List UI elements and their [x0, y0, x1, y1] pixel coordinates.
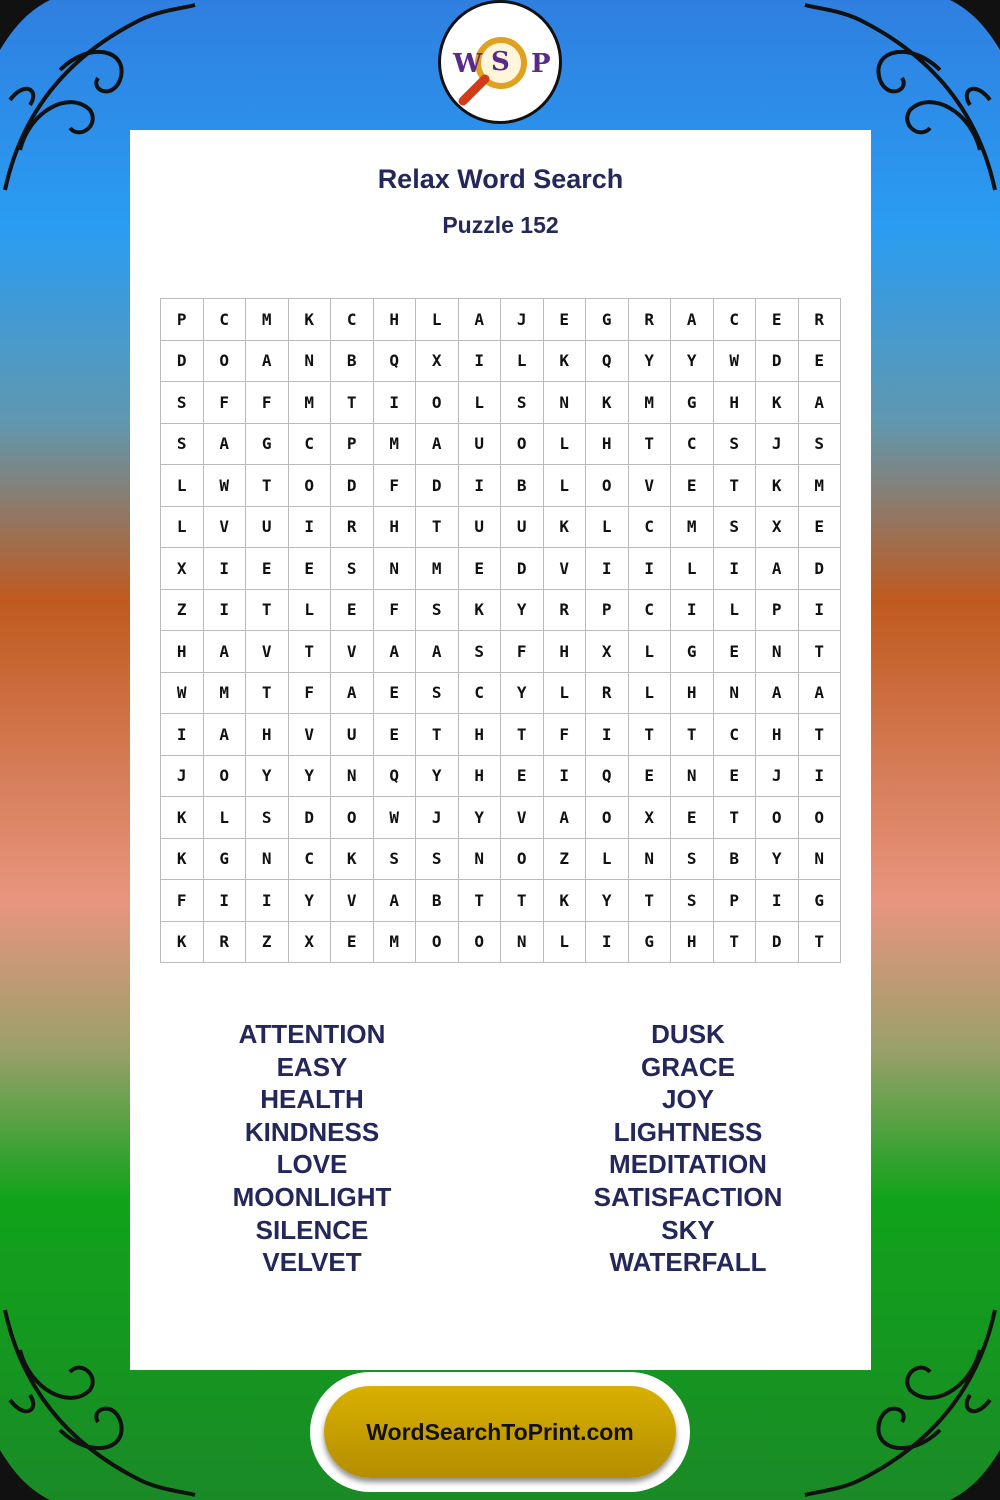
- grid-cell[interactable]: Z: [161, 590, 204, 632]
- grid-cell[interactable]: T: [459, 880, 502, 922]
- word-list-item: DUSK: [651, 1019, 725, 1049]
- grid-cell[interactable]: N: [544, 382, 587, 424]
- word-list-right: [538, 1018, 838, 1279]
- grid-cell[interactable]: U: [246, 507, 289, 549]
- grid-cell[interactable]: H: [374, 507, 417, 549]
- grid-cell[interactable]: A: [416, 424, 459, 466]
- grid-cell[interactable]: L: [714, 590, 757, 632]
- word-list-item: MOONLIGHT: [232, 1181, 392, 1212]
- grid-cell[interactable]: B: [416, 880, 459, 922]
- grid-cell[interactable]: S: [714, 424, 757, 466]
- grid-cell[interactable]: Y: [289, 756, 332, 798]
- grid-cell[interactable]: S: [161, 382, 204, 424]
- grid-cell[interactable]: L: [161, 507, 204, 549]
- grid-cell[interactable]: H: [374, 299, 417, 341]
- grid-cell[interactable]: V: [629, 465, 672, 507]
- grid-cell[interactable]: I: [161, 714, 204, 756]
- grid-cell[interactable]: N: [331, 756, 374, 798]
- grid-cell[interactable]: T: [501, 880, 544, 922]
- grid-cell[interactable]: H: [246, 714, 289, 756]
- grid-cell[interactable]: P: [586, 590, 629, 632]
- grid-cell[interactable]: X: [756, 507, 799, 549]
- grid-cell[interactable]: D: [756, 341, 799, 383]
- grid-cell[interactable]: C: [714, 299, 757, 341]
- grid-cell[interactable]: Y: [629, 341, 672, 383]
- grid-cell[interactable]: L: [629, 631, 672, 673]
- grid-cell[interactable]: R: [629, 299, 672, 341]
- grid-cell[interactable]: Q: [586, 756, 629, 798]
- grid-cell[interactable]: W: [161, 673, 204, 715]
- grid-cell[interactable]: H: [671, 673, 714, 715]
- grid-cell[interactable]: K: [544, 341, 587, 383]
- grid-cell[interactable]: C: [289, 839, 332, 881]
- grid-cell[interactable]: X: [586, 631, 629, 673]
- grid-cell[interactable]: Z: [246, 922, 289, 964]
- grid-cell[interactable]: U: [331, 714, 374, 756]
- grid-cell[interactable]: S: [671, 839, 714, 881]
- grid-cell[interactable]: U: [459, 424, 502, 466]
- grid-cell[interactable]: F: [374, 590, 417, 632]
- grid-cell[interactable]: T: [714, 465, 757, 507]
- grid-cell[interactable]: A: [799, 673, 842, 715]
- word-list-left: [162, 1018, 462, 1279]
- grid-cell[interactable]: C: [629, 590, 672, 632]
- grid-cell[interactable]: A: [246, 341, 289, 383]
- grid-cell[interactable]: L: [501, 341, 544, 383]
- grid-cell[interactable]: A: [756, 548, 799, 590]
- grid-cell[interactable]: Y: [416, 756, 459, 798]
- grid-cell[interactable]: F: [374, 465, 417, 507]
- grid-cell[interactable]: I: [714, 548, 757, 590]
- grid-cell[interactable]: D: [331, 465, 374, 507]
- grid-cell[interactable]: R: [204, 922, 247, 964]
- grid-cell[interactable]: R: [586, 673, 629, 715]
- grid-cell[interactable]: K: [544, 880, 587, 922]
- grid-cell[interactable]: L: [671, 548, 714, 590]
- grid-cell[interactable]: M: [289, 382, 332, 424]
- word-list-item: LIGHTNESS: [613, 1116, 763, 1147]
- grid-cell[interactable]: O: [204, 756, 247, 798]
- grid-cell[interactable]: A: [799, 382, 842, 424]
- grid-cell[interactable]: T: [799, 714, 842, 756]
- grid-cell[interactable]: S: [416, 839, 459, 881]
- grid-cell[interactable]: S: [416, 673, 459, 715]
- grid-cell[interactable]: O: [799, 797, 842, 839]
- grid-cell[interactable]: V: [289, 714, 332, 756]
- grid-cell[interactable]: I: [586, 922, 629, 964]
- letter-grid: [160, 298, 841, 963]
- grid-cell[interactable]: T: [246, 590, 289, 632]
- grid-cell[interactable]: L: [544, 922, 587, 964]
- grid-cell[interactable]: I: [204, 590, 247, 632]
- grid-cell[interactable]: O: [586, 465, 629, 507]
- grid-cell[interactable]: M: [204, 673, 247, 715]
- grid-cell[interactable]: H: [671, 922, 714, 964]
- grid-cell[interactable]: A: [544, 797, 587, 839]
- grid-cell[interactable]: O: [501, 839, 544, 881]
- puzzle-title: Relax Word Search: [377, 164, 624, 194]
- word-list-item: ATTENTION: [238, 1019, 386, 1049]
- grid-cell[interactable]: I: [289, 507, 332, 549]
- puzzle-sheet: [130, 130, 871, 1370]
- grid-cell[interactable]: M: [374, 424, 417, 466]
- grid-cell[interactable]: U: [459, 507, 502, 549]
- website-link-button[interactable]: WordSearchToPrint.com: [324, 1386, 676, 1478]
- grid-cell[interactable]: I: [544, 756, 587, 798]
- grid-cell[interactable]: T: [289, 631, 332, 673]
- grid-cell[interactable]: W: [204, 465, 247, 507]
- puzzle-number: Puzzle 152: [442, 212, 559, 238]
- grid-cell[interactable]: E: [714, 756, 757, 798]
- grid-cell[interactable]: O: [501, 424, 544, 466]
- grid-cell[interactable]: X: [161, 548, 204, 590]
- grid-cell[interactable]: E: [756, 299, 799, 341]
- grid-cell[interactable]: C: [204, 299, 247, 341]
- grid-cell[interactable]: R: [799, 299, 842, 341]
- grid-cell[interactable]: S: [374, 839, 417, 881]
- grid-cell[interactable]: F: [289, 673, 332, 715]
- word-list-item: WATERFALL: [609, 1247, 767, 1278]
- grid-cell[interactable]: L: [544, 673, 587, 715]
- grid-cell[interactable]: G: [246, 424, 289, 466]
- grid-cell[interactable]: I: [629, 548, 672, 590]
- grid-cell[interactable]: L: [586, 839, 629, 881]
- grid-cell[interactable]: N: [799, 839, 842, 881]
- grid-cell[interactable]: T: [501, 714, 544, 756]
- grid-cell[interactable]: T: [416, 714, 459, 756]
- grid-cell[interactable]: K: [161, 797, 204, 839]
- grid-cell[interactable]: M: [671, 507, 714, 549]
- grid-cell[interactable]: N: [289, 341, 332, 383]
- grid-cell[interactable]: E: [501, 756, 544, 798]
- grid-cell[interactable]: L: [161, 465, 204, 507]
- grid-cell[interactable]: A: [204, 631, 247, 673]
- grid-cell[interactable]: I: [586, 714, 629, 756]
- grid-cell[interactable]: L: [459, 382, 502, 424]
- grid-cell[interactable]: B: [501, 465, 544, 507]
- grid-cell[interactable]: K: [459, 590, 502, 632]
- grid-cell[interactable]: S: [331, 548, 374, 590]
- grid-cell[interactable]: V: [544, 548, 587, 590]
- grid-cell[interactable]: N: [374, 548, 417, 590]
- grid-cell[interactable]: S: [459, 631, 502, 673]
- grid-cell[interactable]: E: [246, 548, 289, 590]
- grid-cell[interactable]: S: [161, 424, 204, 466]
- grid-cell[interactable]: S: [714, 507, 757, 549]
- grid-cell[interactable]: G: [671, 631, 714, 673]
- word-list-item: KINDNESS: [244, 1116, 380, 1147]
- grid-cell[interactable]: G: [204, 839, 247, 881]
- grid-cell[interactable]: M: [374, 922, 417, 964]
- grid-cell[interactable]: Y: [246, 756, 289, 798]
- grid-cell[interactable]: B: [714, 839, 757, 881]
- grid-cell[interactable]: H: [714, 382, 757, 424]
- grid-cell[interactable]: E: [671, 465, 714, 507]
- logo-letter-s: S: [491, 47, 510, 77]
- grid-cell[interactable]: F: [246, 382, 289, 424]
- grid-cell[interactable]: F: [204, 382, 247, 424]
- grid-cell[interactable]: W: [714, 341, 757, 383]
- grid-cell[interactable]: N: [629, 839, 672, 881]
- grid-cell[interactable]: D: [756, 922, 799, 964]
- grid-cell[interactable]: O: [459, 922, 502, 964]
- grid-cell[interactable]: I: [756, 880, 799, 922]
- grid-cell[interactable]: E: [374, 673, 417, 715]
- grid-cell[interactable]: P: [161, 299, 204, 341]
- grid-cell[interactable]: V: [204, 507, 247, 549]
- word-list-item: HEALTH: [260, 1084, 364, 1115]
- grid-cell[interactable]: L: [586, 507, 629, 549]
- grid-cell[interactable]: I: [799, 590, 842, 632]
- grid-cell[interactable]: T: [671, 714, 714, 756]
- grid-cell[interactable]: E: [629, 756, 672, 798]
- grid-cell[interactable]: V: [331, 631, 374, 673]
- grid-cell[interactable]: T: [331, 382, 374, 424]
- grid-cell[interactable]: Q: [586, 341, 629, 383]
- grid-cell[interactable]: P: [331, 424, 374, 466]
- logo-letter-w: W: [453, 49, 483, 79]
- grid-cell[interactable]: M: [246, 299, 289, 341]
- wsp-logo[interactable]: [438, 0, 562, 124]
- grid-cell[interactable]: V: [331, 880, 374, 922]
- grid-cell[interactable]: E: [289, 548, 332, 590]
- grid-cell[interactable]: C: [671, 424, 714, 466]
- word-list-item: JOY: [661, 1084, 715, 1115]
- grid-cell[interactable]: O: [331, 797, 374, 839]
- grid-cell[interactable]: L: [289, 590, 332, 632]
- grid-cell[interactable]: E: [374, 714, 417, 756]
- grid-cell[interactable]: N: [756, 631, 799, 673]
- grid-cell[interactable]: E: [799, 507, 842, 549]
- grid-cell[interactable]: S: [246, 797, 289, 839]
- grid-cell[interactable]: H: [756, 714, 799, 756]
- grid-cell[interactable]: B: [331, 341, 374, 383]
- grid-cell[interactable]: G: [799, 880, 842, 922]
- grid-cell[interactable]: E: [459, 548, 502, 590]
- grid-cell[interactable]: A: [374, 631, 417, 673]
- grid-cell[interactable]: O: [416, 382, 459, 424]
- grid-cell[interactable]: D: [161, 341, 204, 383]
- grid-cell[interactable]: P: [756, 590, 799, 632]
- word-list-item: EASY: [276, 1051, 348, 1082]
- grid-cell[interactable]: E: [331, 590, 374, 632]
- grid-cell[interactable]: S: [671, 880, 714, 922]
- word-list-item: SATISFACTION: [593, 1181, 783, 1212]
- word-list-item: VELVET: [262, 1247, 362, 1278]
- grid-cell[interactable]: I: [799, 756, 842, 798]
- grid-cell[interactable]: F: [161, 880, 204, 922]
- grid-cell[interactable]: K: [289, 299, 332, 341]
- grid-cell[interactable]: F: [501, 631, 544, 673]
- grid-cell[interactable]: E: [714, 631, 757, 673]
- grid-cell[interactable]: E: [799, 341, 842, 383]
- grid-cell[interactable]: K: [161, 839, 204, 881]
- word-list-item: SILENCE: [255, 1214, 369, 1245]
- grid-cell[interactable]: M: [416, 548, 459, 590]
- grid-cell[interactable]: L: [204, 797, 247, 839]
- grid-cell[interactable]: Y: [501, 590, 544, 632]
- grid-cell[interactable]: O: [756, 797, 799, 839]
- grid-cell[interactable]: E: [671, 797, 714, 839]
- grid-cell[interactable]: U: [501, 507, 544, 549]
- grid-cell[interactable]: T: [629, 880, 672, 922]
- grid-cell[interactable]: M: [799, 465, 842, 507]
- grid-cell[interactable]: O: [204, 341, 247, 383]
- grid-cell[interactable]: J: [161, 756, 204, 798]
- grid-cell[interactable]: T: [629, 714, 672, 756]
- grid-cell[interactable]: F: [544, 714, 587, 756]
- grid-cell[interactable]: D: [289, 797, 332, 839]
- grid-cell[interactable]: W: [374, 797, 417, 839]
- grid-cell[interactable]: C: [331, 299, 374, 341]
- grid-cell[interactable]: T: [246, 673, 289, 715]
- word-list-item: LOVE: [276, 1149, 348, 1180]
- grid-cell[interactable]: J: [501, 299, 544, 341]
- grid-cell[interactable]: J: [756, 424, 799, 466]
- grid-cell[interactable]: E: [544, 299, 587, 341]
- grid-cell[interactable]: G: [629, 922, 672, 964]
- grid-cell[interactable]: V: [246, 631, 289, 673]
- grid-cell[interactable]: S: [416, 590, 459, 632]
- grid-cell[interactable]: A: [756, 673, 799, 715]
- grid-cell[interactable]: R: [331, 507, 374, 549]
- grid-cell[interactable]: D: [416, 465, 459, 507]
- grid-cell[interactable]: D: [799, 548, 842, 590]
- grid-cell[interactable]: H: [586, 424, 629, 466]
- grid-cell[interactable]: Q: [374, 756, 417, 798]
- grid-cell[interactable]: T: [416, 507, 459, 549]
- grid-cell[interactable]: Y: [586, 880, 629, 922]
- grid-cell[interactable]: G: [671, 382, 714, 424]
- grid-cell[interactable]: M: [629, 382, 672, 424]
- grid-cell[interactable]: O: [289, 465, 332, 507]
- grid-cell[interactable]: K: [586, 382, 629, 424]
- grid-cell[interactable]: T: [714, 797, 757, 839]
- grid-cell[interactable]: S: [501, 382, 544, 424]
- grid-cell[interactable]: C: [289, 424, 332, 466]
- grid-cell[interactable]: I: [374, 382, 417, 424]
- grid-cell[interactable]: Q: [374, 341, 417, 383]
- grid-cell[interactable]: A: [331, 673, 374, 715]
- grid-cell[interactable]: H: [544, 631, 587, 673]
- grid-cell[interactable]: O: [416, 922, 459, 964]
- grid-cell[interactable]: L: [544, 465, 587, 507]
- grid-cell[interactable]: N: [246, 839, 289, 881]
- grid-cell[interactable]: A: [671, 299, 714, 341]
- grid-cell[interactable]: E: [331, 922, 374, 964]
- grid-cell[interactable]: T: [799, 631, 842, 673]
- grid-cell[interactable]: Y: [501, 673, 544, 715]
- grid-cell[interactable]: K: [756, 465, 799, 507]
- grid-cell[interactable]: J: [756, 756, 799, 798]
- grid-cell[interactable]: K: [544, 507, 587, 549]
- word-list-item: SKY: [661, 1214, 715, 1245]
- grid-cell[interactable]: L: [544, 424, 587, 466]
- grid-cell[interactable]: N: [459, 839, 502, 881]
- grid-cell[interactable]: K: [756, 382, 799, 424]
- grid-cell[interactable]: A: [204, 424, 247, 466]
- grid-cell[interactable]: I: [459, 465, 502, 507]
- word-list-item: GRACE: [641, 1051, 735, 1082]
- grid-cell[interactable]: Y: [459, 797, 502, 839]
- grid-cell[interactable]: T: [714, 922, 757, 964]
- logo-letter-p: P: [531, 49, 551, 79]
- grid-cell[interactable]: A: [416, 631, 459, 673]
- grid-cell[interactable]: X: [289, 922, 332, 964]
- grid-cell[interactable]: A: [204, 714, 247, 756]
- grid-cell[interactable]: N: [671, 756, 714, 798]
- grid-cell[interactable]: X: [416, 341, 459, 383]
- grid-cell[interactable]: S: [799, 424, 842, 466]
- grid-cell[interactable]: R: [544, 590, 587, 632]
- grid-cell[interactable]: C: [714, 714, 757, 756]
- grid-cell[interactable]: G: [586, 299, 629, 341]
- grid-cell[interactable]: H: [459, 714, 502, 756]
- grid-cell[interactable]: I: [671, 590, 714, 632]
- grid-cell[interactable]: I: [204, 548, 247, 590]
- grid-cell[interactable]: K: [161, 922, 204, 964]
- grid-cell[interactable]: V: [501, 797, 544, 839]
- grid-cell[interactable]: Y: [756, 839, 799, 881]
- grid-cell[interactable]: L: [416, 299, 459, 341]
- grid-cell[interactable]: A: [374, 880, 417, 922]
- grid-cell[interactable]: C: [629, 507, 672, 549]
- grid-cell[interactable]: Y: [289, 880, 332, 922]
- grid-cell[interactable]: D: [501, 548, 544, 590]
- grid-cell[interactable]: N: [501, 922, 544, 964]
- grid-cell[interactable]: P: [714, 880, 757, 922]
- grid-cell[interactable]: Y: [671, 341, 714, 383]
- grid-cell[interactable]: T: [629, 424, 672, 466]
- grid-cell[interactable]: T: [246, 465, 289, 507]
- grid-cell[interactable]: H: [161, 631, 204, 673]
- grid-cell[interactable]: L: [629, 673, 672, 715]
- grid-cell[interactable]: K: [331, 839, 374, 881]
- grid-cell[interactable]: I: [246, 880, 289, 922]
- grid-cell[interactable]: H: [459, 756, 502, 798]
- grid-cell[interactable]: O: [586, 797, 629, 839]
- grid-cell[interactable]: I: [204, 880, 247, 922]
- grid-cell[interactable]: A: [459, 299, 502, 341]
- grid-cell[interactable]: X: [629, 797, 672, 839]
- grid-cell[interactable]: Z: [544, 839, 587, 881]
- grid-cell[interactable]: T: [799, 922, 842, 964]
- grid-cell[interactable]: J: [416, 797, 459, 839]
- grid-cell[interactable]: N: [714, 673, 757, 715]
- grid-cell[interactable]: I: [586, 548, 629, 590]
- word-list-item: MEDITATION: [609, 1149, 767, 1180]
- grid-cell[interactable]: C: [459, 673, 502, 715]
- grid-cell[interactable]: I: [459, 341, 502, 383]
- footer-badge: [310, 1372, 690, 1492]
